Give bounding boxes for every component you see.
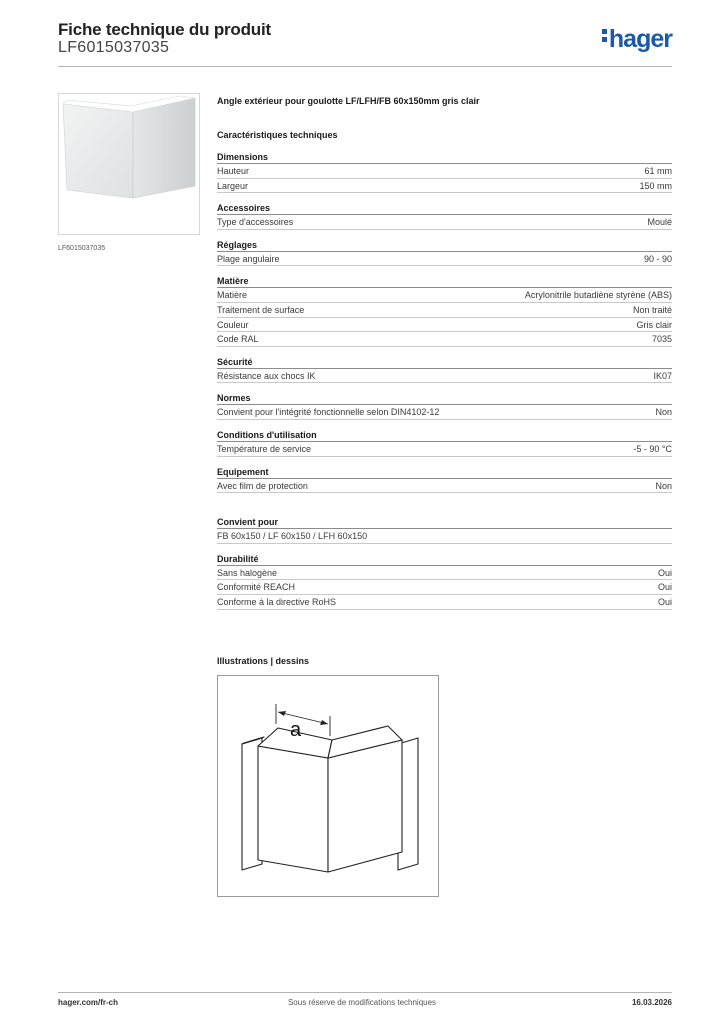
spec-label: FB 60x150 / LF 60x150 / LFH 60x150 — [217, 531, 368, 542]
section-heading: Conditions d'utilisation — [217, 428, 672, 442]
characteristics-title: Caractéristiques techniques — [217, 130, 338, 140]
spec-row — [217, 369, 672, 384]
spec-value: Oui — [657, 582, 672, 593]
product-title: Angle extérieur pour goulotte LF/LFH/FB 60x150mm gris clair — [217, 96, 480, 106]
logo-colon-icon — [602, 26, 608, 45]
spec-value: Non — [655, 407, 672, 418]
spec-label: Couleur — [217, 319, 249, 330]
product-image-caption: LF6015037035 — [58, 245, 106, 252]
specifications — [217, 96, 672, 618]
spec-row — [217, 215, 672, 230]
spec-label: Matière — [217, 290, 248, 301]
spec-label: Sans halogène — [217, 567, 278, 578]
spec-label: Plage angulaire — [217, 253, 280, 264]
logo-text: hager — [608, 25, 672, 53]
spec-row — [217, 566, 672, 581]
spec-label: Avec film de protection — [217, 480, 308, 491]
section-heading: Equipement — [217, 465, 672, 479]
spec-row — [217, 580, 672, 595]
spec-sections — [217, 150, 672, 610]
corner-drawing-icon — [218, 676, 438, 896]
spec-value: IK07 — [653, 370, 672, 381]
spec-label: Convient pour l'intégrité fonctionnelle selon DIN4102-12 — [217, 407, 440, 418]
spec-value: -5 - 90 °C — [633, 443, 672, 454]
spec-value: Moulé — [647, 217, 672, 228]
hager-logo — [602, 27, 672, 52]
spec-row — [217, 529, 672, 544]
spec-value: Oui — [657, 596, 672, 607]
spec-row — [217, 164, 672, 179]
page-title: Fiche technique du produit — [58, 20, 271, 39]
spec-section — [217, 552, 672, 610]
footer-date: 16.03.2026 — [631, 998, 672, 1007]
dimension-label: a — [290, 719, 302, 741]
footer-notice: Sous réserve de modifications techniques — [287, 998, 437, 1007]
product-reference: LF6015037035 — [58, 39, 170, 56]
spec-label: Code RAL — [217, 334, 259, 345]
spec-section — [217, 150, 672, 193]
spec-row — [217, 442, 672, 457]
spec-row — [217, 179, 672, 194]
footer-website-link[interactable]: hager.com/fr-ch — [58, 998, 119, 1007]
spec-section — [217, 238, 672, 267]
spec-value: Non traité — [632, 304, 672, 315]
section-heading: Convient pour — [217, 515, 672, 529]
section-heading: Normes — [217, 391, 672, 405]
section-heading: Matière — [217, 274, 672, 288]
spec-section — [217, 391, 672, 420]
product-photo-icon — [59, 94, 199, 234]
spec-value: 90 - 90 — [643, 253, 672, 264]
spec-row — [217, 288, 672, 303]
spec-row — [217, 318, 672, 333]
product-image — [58, 93, 200, 235]
spec-row — [217, 303, 672, 318]
spec-row — [217, 332, 672, 347]
spec-label: Conforme à la directive RoHS — [217, 596, 337, 607]
illustrations-title: Illustrations | dessins — [217, 656, 310, 666]
spec-label: Traitement de surface — [217, 304, 305, 315]
footer-divider — [58, 992, 672, 993]
spec-section — [217, 355, 672, 384]
technical-drawing — [217, 675, 439, 897]
spec-row — [217, 252, 672, 267]
section-heading: Durabilité — [217, 552, 672, 566]
section-heading: Sécurité — [217, 355, 672, 369]
spec-value: 61 mm — [644, 166, 672, 176]
spec-label: Largeur — [217, 180, 249, 191]
spec-label: Température de service — [217, 443, 312, 454]
section-heading: Accessoires — [217, 201, 672, 215]
spec-label: Conformité REACH — [217, 582, 296, 593]
spec-section — [217, 274, 672, 346]
section-heading: Réglages — [217, 238, 672, 252]
header-divider — [58, 66, 672, 67]
spec-value: Gris clair — [636, 319, 672, 330]
spec-section — [217, 428, 672, 457]
spec-label: Résistance aux chocs IK — [217, 370, 316, 381]
spec-section — [217, 515, 672, 544]
spec-label: Hauteur — [217, 166, 250, 176]
spec-value: Oui — [657, 567, 672, 578]
section-heading: Dimensions — [217, 150, 672, 164]
spec-value: Non — [655, 480, 672, 491]
spec-section — [217, 465, 672, 494]
spec-value: Acrylonitrile butadiène styrène (ABS) — [524, 290, 672, 301]
spec-row — [217, 595, 672, 610]
spec-value: 7035 — [651, 334, 672, 345]
spec-label: Type d'accessoires — [217, 217, 294, 228]
spec-row — [217, 405, 672, 420]
spec-value: 150 mm — [639, 180, 672, 191]
spec-section — [217, 201, 672, 230]
spec-row — [217, 479, 672, 494]
